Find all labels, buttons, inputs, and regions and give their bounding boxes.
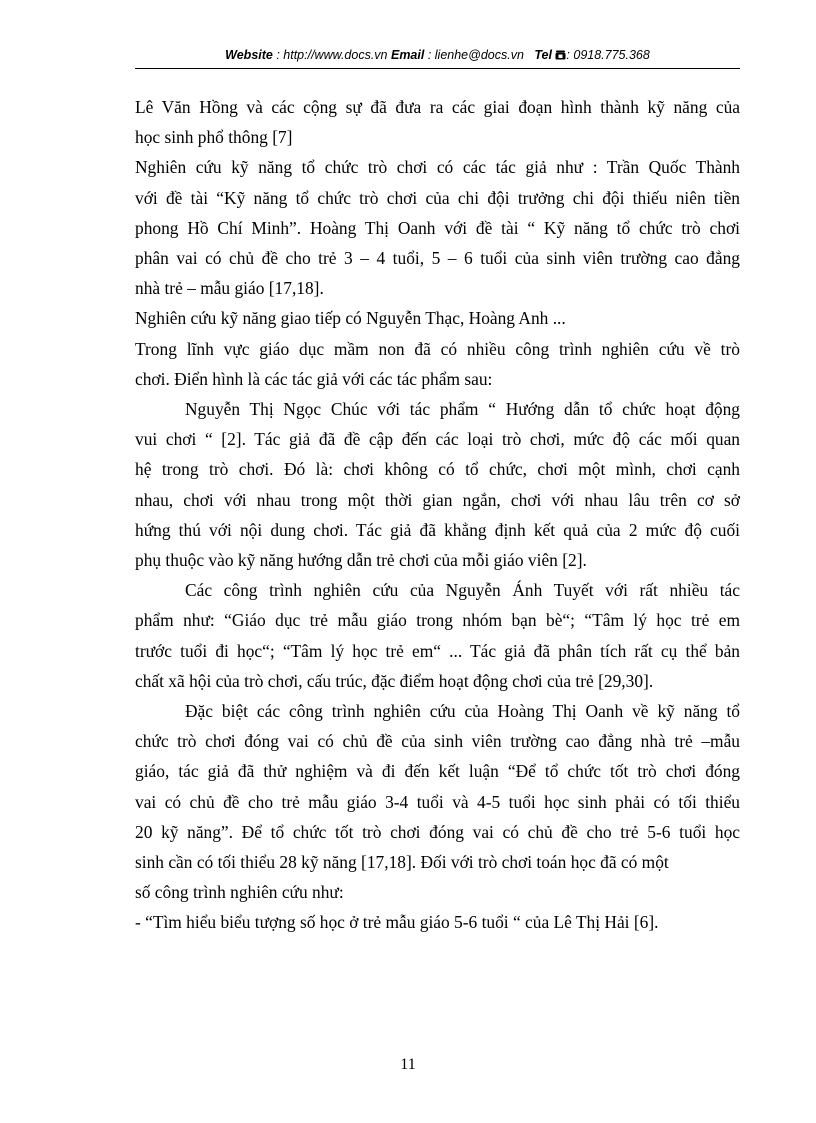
- text-line: Đặc biệt các công trình nghiên cứu của Hoàng Thị Oanh về kỹ năng tổ: [185, 701, 740, 722]
- website-label: Website: [225, 48, 273, 62]
- text-line: hứng thú với nội dung chơi. Tác giả đã khẳng định kết quả của 2 mức độ cuối: [135, 519, 740, 540]
- text-line: Các công trình nghiên cứu của Nguyễn Ánh Tuyết với rất nhiều tác: [185, 580, 740, 601]
- tel-number: : 0918.775.368: [566, 48, 650, 62]
- text-line: Trong lĩnh vực giáo dục mầm non đã có nhiều công trình nghiên cứu về trò: [135, 338, 740, 359]
- text-line: học sinh phổ thông [7]: [135, 127, 293, 148]
- tel-label: Tel: [534, 48, 552, 62]
- text-line: hệ trong trò chơi. Đó là: chơi không có tổ chức, chơi một mình, chơi cạnh: [135, 459, 740, 480]
- text-line: phong Hồ Chí Minh”. Hoàng Thị Oanh với đề tài “ Kỹ năng tổ chức trò chơi: [135, 217, 740, 238]
- website-link[interactable]: http://www.docs.vn: [283, 48, 388, 62]
- text-line: 20 kỹ năng”. Để tổ chức tốt trò chơi đóng vai có chủ đề cho trẻ 5-6 tuổi học: [135, 821, 740, 842]
- text-line: phân vai có chủ đề cho trẻ 3 – 4 tuổi, 5 – 6 tuổi của sinh viên trường cao đẳng: [135, 248, 740, 269]
- text-line: sinh cần có tối thiểu 28 kỹ năng [17,18]. Đối với trò chơi toán học đã có một: [135, 852, 669, 873]
- text-line: vui chơi “ [2]. Tác giả đã đề cập đến các loại trò chơi, mức độ các mối quan: [135, 429, 740, 450]
- email-label: Email: [390, 48, 425, 62]
- text-line: phụ thuộc vào kỹ năng hướng dẫn trẻ chơi của mỗi giáo viên [2].: [135, 550, 587, 571]
- text-line: số công trình nghiên cứu như:: [135, 882, 344, 903]
- text-line: phẩm như: “Giáo dục trẻ mẫu giáo trong nhóm bạn bè“; “Tâm lý học trẻ em: [135, 610, 740, 631]
- document-body: [135, 92, 740, 938]
- text-line: Nghiên cứu kỹ năng giao tiếp có Nguyễn Thạc, Hoàng Anh ...: [135, 308, 566, 329]
- text-line: nhà trẻ – mẫu giáo [17,18].: [135, 278, 324, 299]
- text-line: với đề tài “Kỹ năng tổ chức trò chơi của chi đội trưởng chi đội thiếu niên tiền: [135, 187, 740, 208]
- phone-icon: [555, 50, 566, 60]
- header-divider: [135, 68, 740, 69]
- page-header: [135, 47, 740, 63]
- page-number: 11: [400, 1056, 416, 1073]
- text-line: vai có chủ đề cho trẻ mẫu giáo 3-4 tuổi và 4-5 tuổi học sinh phải có tối thiểu: [135, 791, 740, 812]
- website-separator: :: [272, 48, 284, 62]
- text-line: nhau, chơi với nhau trong một thời gian ngắn, chơi với nhau lâu trên cơ sở: [135, 489, 740, 510]
- text-line: chất xã hội của trò chơi, cấu trúc, đặc điểm hoạt động chơi của trẻ [29,30].: [135, 670, 654, 691]
- text-line: Nghiên cứu kỹ năng tổ chức trò chơi có các tác giả như : Trần Quốc Thành: [135, 157, 740, 178]
- email-separator: :: [424, 48, 435, 62]
- text-line: trước tuổi đi học“; “Tâm lý học trẻ em“ ... Tác giả đã phân tích rất cụ thể bản: [135, 640, 740, 661]
- text-line: chơi. Điển hình là các tác giả với các tác phẩm sau:: [135, 368, 493, 389]
- text-line: chức trò chơi đóng vai có chủ đề của sinh viên trường cao đẳng nhà trẻ –mẫu: [135, 731, 740, 752]
- email-link[interactable]: lienhe@docs.vn: [434, 48, 524, 62]
- text-line: giáo, tác giả đã thử nghiệm và đi đến kết luận “Để tổ chức tốt trò chơi đóng: [135, 761, 740, 782]
- text-line: - “Tìm hiểu biểu tượng số học ở trẻ mẫu giáo 5-6 tuổi “ của Lê Thị Hải [6].: [135, 912, 659, 933]
- text-line: Nguyễn Thị Ngọc Chúc với tác phẩm “ Hướng dẫn tổ chức hoạt động: [185, 399, 740, 420]
- text-line: Lê Văn Hồng và các cộng sự đã đưa ra các giai đoạn hình thành kỹ năng của: [135, 97, 740, 117]
